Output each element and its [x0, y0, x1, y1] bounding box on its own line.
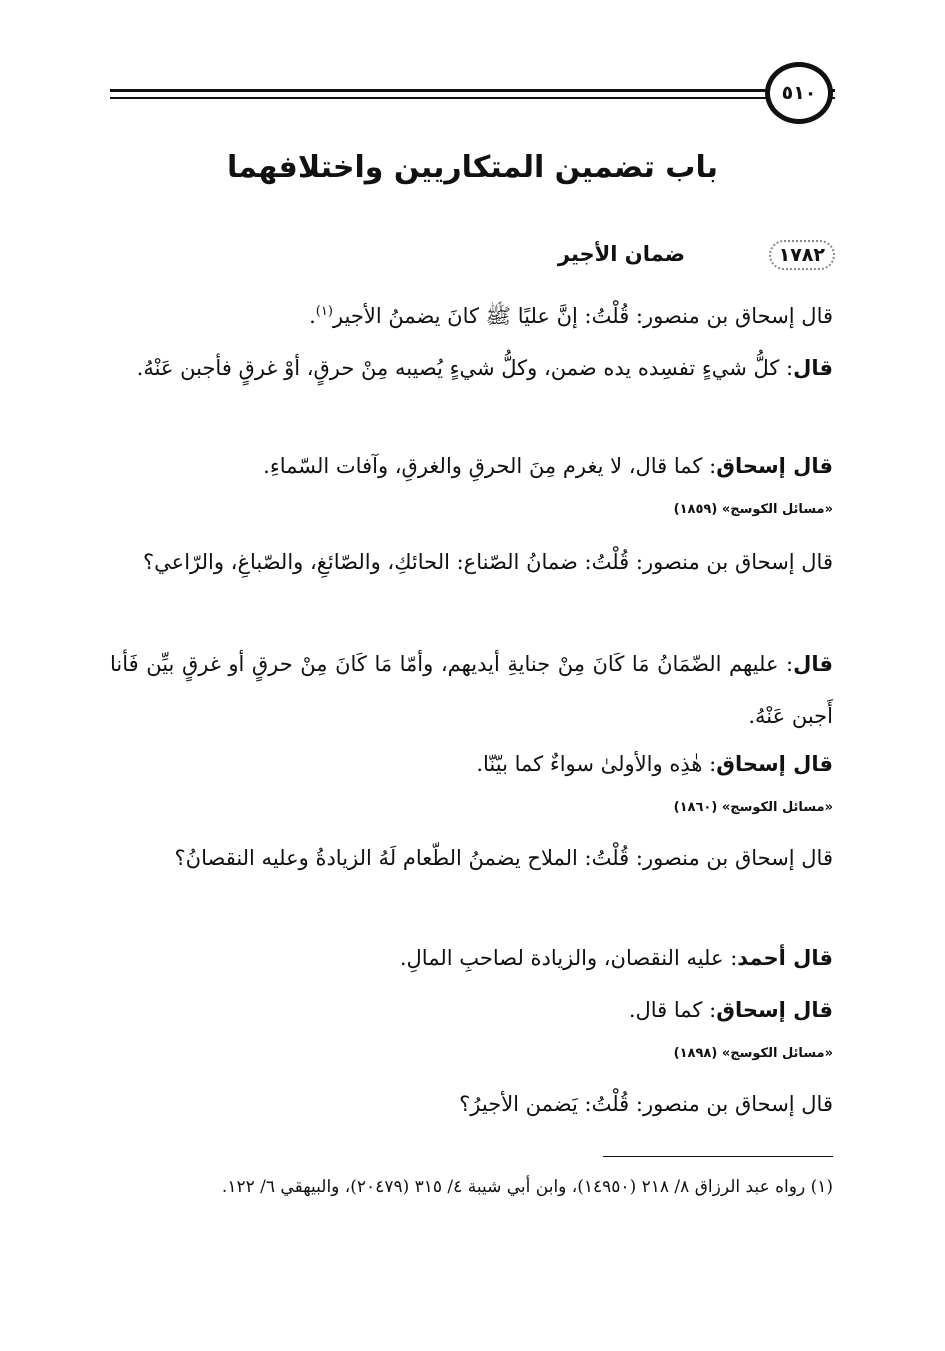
- footnote-mark: (١): [810, 1177, 833, 1197]
- footnote-text: رواه عبد الرزاق ٨/ ٢١٨ (١٤٩٥٠)، وابن أبي شيبة ٤/ ٣١٥ (٢٠٤٧٩)، والبيهقي ٦/ ١٢٢.: [221, 1177, 806, 1197]
- issue-title: ضمان الأجير: [557, 242, 685, 266]
- speaker-label: قال: [793, 356, 833, 380]
- speaker-label: قال إسحاق: [716, 998, 833, 1022]
- paragraph-5: [110, 638, 833, 742]
- paragraph-text: : عليهم الضّمَانُ مَا كَانَ مِنْ جنايةِ أيديهم، وأمّا مَا كَانَ مِنْ حرقٍ أو غرقٍ بيِّن فَأنا أَجبن عَنْهُ.: [110, 652, 833, 728]
- page-number: ٥١٠: [781, 82, 817, 104]
- chapter-title: باب تضمين المتكاريين واختلافهما: [227, 150, 718, 185]
- paragraph-text: : هٰذِه والأولىٰ سواءٌ كما بيّنّا.: [476, 752, 717, 776]
- header-rule-top: [110, 89, 835, 92]
- paragraph-2: [110, 342, 833, 394]
- paragraph-8: [110, 932, 833, 984]
- header-rule-bottom: [110, 97, 835, 99]
- paragraph-4: [110, 536, 833, 588]
- issue-heading: [110, 240, 835, 276]
- speaker-label: قال إسحاق: [716, 752, 833, 776]
- paragraph-6: [110, 738, 833, 790]
- speaker-label: قال إسحاق: [716, 454, 833, 478]
- paragraph-text: قال إسحاق بن منصور: قُلْتُ: ضمانُ الصّناع: الحائكِ، والصّائغِ، والصّباغِ، والرّاعي؟: [143, 550, 833, 574]
- source-citation: «مسائل الكوسج» (١٨٥٩): [673, 502, 833, 517]
- paragraph-1: [110, 290, 833, 342]
- footnote: [110, 1170, 833, 1204]
- speaker-label: قال: [793, 652, 833, 676]
- paragraph-text: : كلُّ شيءٍ تفسِده يده ضمن، وكلُّ شيءٍ يُصيبه مِنْ حرقٍ، أوْ غرقٍ فأجبن عَنْهُ.: [136, 356, 794, 380]
- paragraph-7: [110, 832, 833, 884]
- source-citation: «مسائل الكوسج» (١٨٩٨): [673, 1046, 833, 1061]
- paragraph-3: [110, 440, 833, 492]
- speaker-label: قال أحمد: [737, 946, 833, 970]
- paragraph-text: : كما قال.: [628, 998, 717, 1022]
- paragraph-text: : كما قال، لا يغرم مِنَ الحرقِ والغرقِ، وآفات السّماءِ.: [263, 454, 717, 478]
- source-citation: «مسائل الكوسج» (١٨٦٠): [673, 800, 833, 815]
- paragraph-10: [110, 1078, 833, 1130]
- paragraph-text: .: [309, 304, 316, 328]
- paragraph-text: قال إسحاق بن منصور: قُلْتُ: إنَّ عليًا ﷺ كانَ يضمنُ الأجير: [332, 304, 833, 328]
- footnote-ref: (١): [315, 304, 333, 319]
- footnote-divider: [603, 1156, 833, 1157]
- issue-number: ١٧٨٢: [769, 240, 835, 270]
- paragraph-text: قال إسحاق بن منصور: قُلْتُ: الملاح يضمنُ الطّعام لَهُ الزيادةُ وعليه النقصانُ؟: [174, 846, 833, 870]
- paragraph-text: قال إسحاق بن منصور: قُلْتُ: يَضمن الأجيرُ؟: [459, 1092, 833, 1116]
- paragraph-text: : عليه النقصان، والزيادة لصاحبِ المالِ.: [399, 946, 738, 970]
- paragraph-9: [110, 984, 833, 1036]
- page-number-badge: [765, 62, 833, 124]
